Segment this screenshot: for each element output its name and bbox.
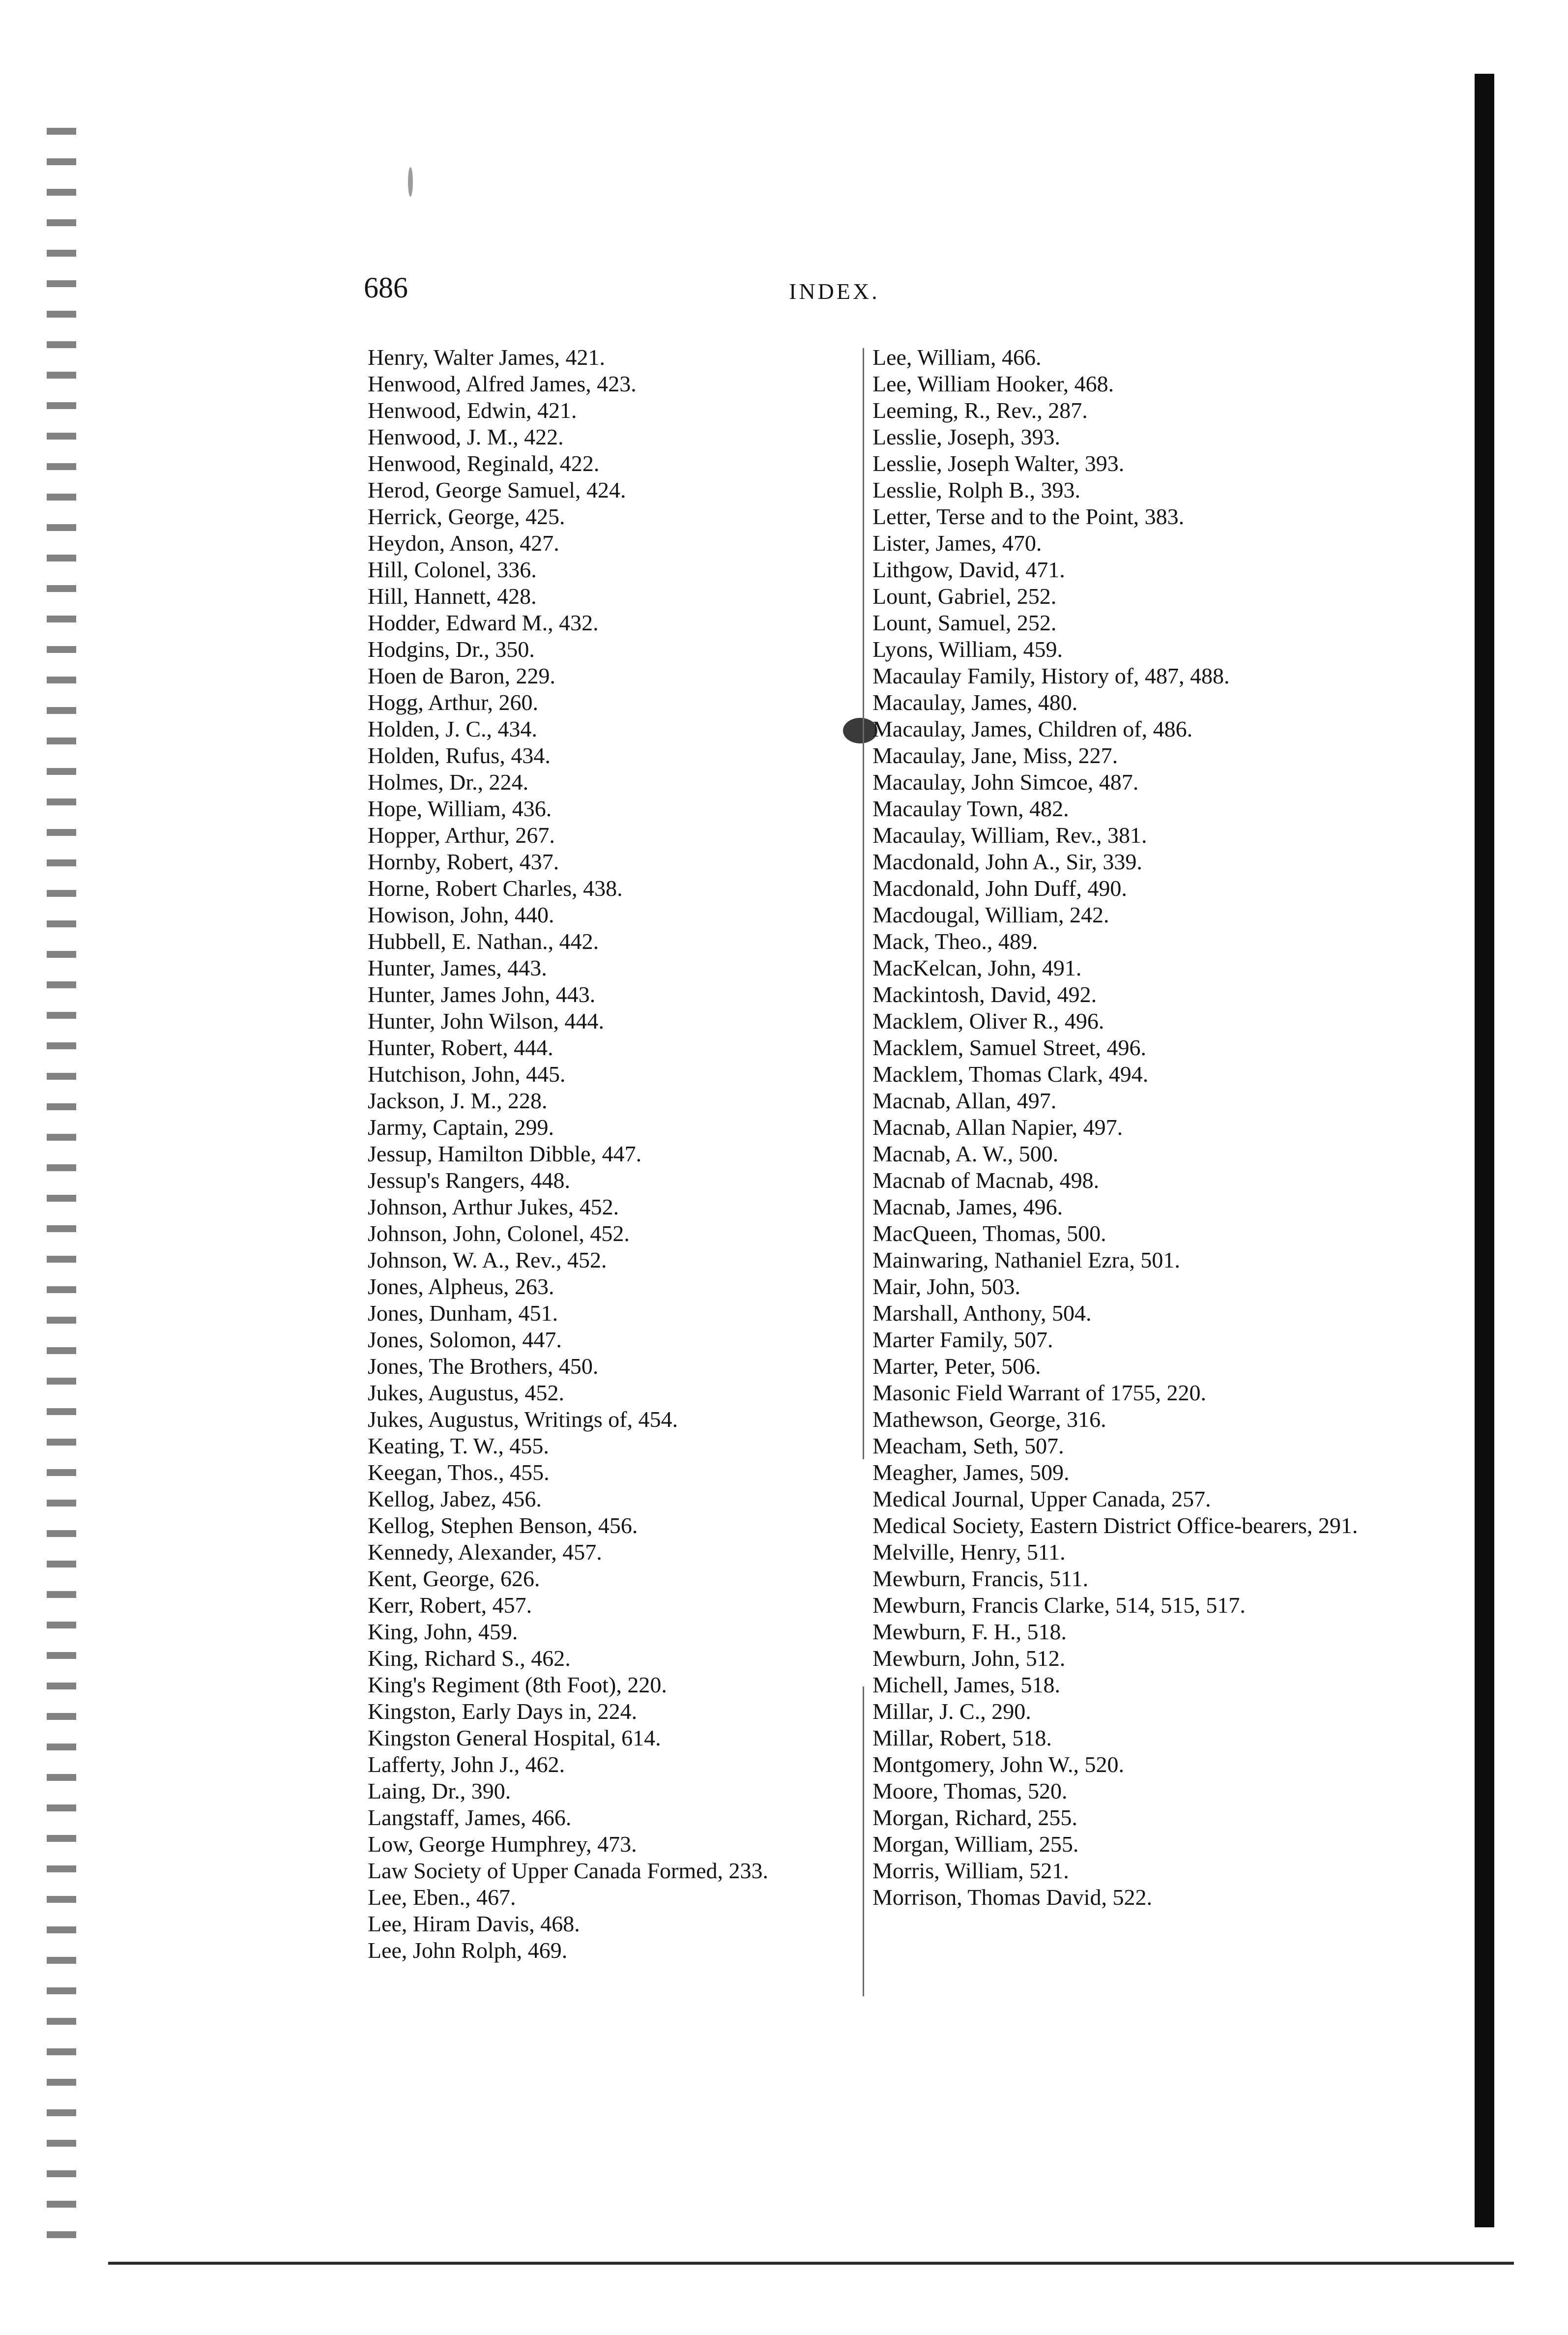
index-entry: Macklem, Thomas Clark, 494. xyxy=(872,1062,1149,1087)
index-entry: Mainwaring, Nathaniel Ezra, 501. xyxy=(872,1247,1180,1272)
scan-margin-noise xyxy=(47,128,76,2252)
index-entry: Millar, Robert, 518. xyxy=(872,1725,1052,1750)
index-entry: Kent, George, 626. xyxy=(368,1566,540,1591)
page-number: 686 xyxy=(364,271,408,304)
index-entry: Hubbell, E. Nathan., 442. xyxy=(368,929,599,954)
index-entry: Jukes, Augustus, 452. xyxy=(368,1380,564,1405)
index-entry: Mair, John, 503. xyxy=(872,1274,1020,1299)
index-entry: Herod, George Samuel, 424. xyxy=(368,477,626,502)
index-entry: Macdonald, John Duff, 490. xyxy=(872,876,1127,901)
index-entry: Herrick, George, 425. xyxy=(368,504,565,529)
index-entry: Lee, William, 466. xyxy=(872,345,1042,370)
index-column-left xyxy=(368,344,864,1964)
index-entry: Hornby, Robert, 437. xyxy=(368,849,559,874)
index-entry: Hope, William, 436. xyxy=(368,796,552,821)
index-entry: Hill, Colonel, 336. xyxy=(368,557,537,582)
index-entry: Macaulay Town, 482. xyxy=(872,796,1069,821)
index-entry: Keegan, Thos., 455. xyxy=(368,1460,550,1485)
index-entry: Mackintosh, David, 492. xyxy=(872,982,1097,1007)
index-entry: Mewburn, Francis Clarke, 514, 515, 517. xyxy=(872,1593,1246,1618)
index-entry: Lithgow, David, 471. xyxy=(872,557,1065,582)
index-entry: Keating, T. W., 455. xyxy=(368,1433,549,1458)
index-entry: Hunter, James, 443. xyxy=(368,955,547,980)
index-entry: Johnson, W. A., Rev., 452. xyxy=(368,1247,607,1272)
index-entry: Macklem, Oliver R., 496. xyxy=(872,1008,1104,1034)
index-entry: Kennedy, Alexander, 457. xyxy=(368,1539,602,1565)
index-entry: Morgan, Richard, 255. xyxy=(872,1805,1077,1830)
index-entry: Macaulay, William, Rev., 381. xyxy=(872,823,1147,848)
index-entry: Johnson, John, Colonel, 452. xyxy=(368,1221,630,1246)
index-entry: Lesslie, Rolph B., 393. xyxy=(872,477,1080,502)
index-entry: Kingston, Early Days in, 224. xyxy=(368,1699,638,1724)
index-entry: Melville, Henry, 511. xyxy=(872,1539,1066,1565)
index-entry: Montgomery, John W., 520. xyxy=(872,1752,1124,1777)
index-entry: Hopper, Arthur, 267. xyxy=(368,823,555,848)
index-entry: Lyons, William, 459. xyxy=(872,637,1063,662)
index-entry: Jones, Alpheus, 263. xyxy=(368,1274,554,1299)
index-entry: Lee, Eben., 467. xyxy=(368,1885,516,1910)
index-column-right xyxy=(872,344,1374,1911)
index-entry: Jones, Solomon, 447. xyxy=(368,1327,562,1352)
index-entry: Laing, Dr., 390. xyxy=(368,1778,511,1803)
index-entry: Henwood, J. M., 422. xyxy=(368,424,564,449)
index-entry: King, John, 459. xyxy=(368,1619,518,1644)
index-entry: Macnab of Macnab, 498. xyxy=(872,1168,1100,1193)
index-entry: Medical Society, Eastern District Office-bearers, 291. xyxy=(872,1513,1358,1538)
scan-edge-shadow-bottom xyxy=(108,2262,1514,2265)
index-entry: Lount, Samuel, 252. xyxy=(872,610,1057,635)
index-entry: Hunter, Robert, 444. xyxy=(368,1035,553,1060)
index-entry: Hoen de Baron, 229. xyxy=(368,663,555,688)
index-entry: Lee, John Rolph, 469. xyxy=(368,1938,568,1963)
index-entry: Millar, J. C., 290. xyxy=(872,1699,1031,1724)
index-entry: Morgan, William, 255. xyxy=(872,1832,1079,1857)
index-entry: Macaulay Family, History of, 487, 488. xyxy=(872,663,1230,688)
index-entry: Hutchison, John, 445. xyxy=(368,1062,566,1087)
index-entry: Law Society of Upper Canada Formed, 233. xyxy=(368,1858,769,1883)
index-entry: Masonic Field Warrant of 1755, 220. xyxy=(872,1380,1206,1405)
index-entry: Leeming, R., Rev., 287. xyxy=(872,398,1088,423)
index-entry: Macaulay, Jane, Miss, 227. xyxy=(872,743,1118,768)
index-entry: Johnson, Arthur Jukes, 452. xyxy=(368,1194,619,1219)
index-entry: Low, George Humphrey, 473. xyxy=(368,1832,637,1857)
index-entry: Lister, James, 470. xyxy=(872,531,1042,556)
index-entry: Macklem, Samuel Street, 496. xyxy=(872,1035,1146,1060)
index-entry: Heydon, Anson, 427. xyxy=(368,531,559,556)
index-entry: MacQueen, Thomas, 500. xyxy=(872,1221,1106,1246)
index-entry: Jones, Dunham, 451. xyxy=(368,1301,558,1326)
index-entry: Kingston General Hospital, 614. xyxy=(368,1725,661,1750)
index-entry: Mewburn, F. H., 518. xyxy=(872,1619,1067,1644)
index-entry: Jackson, J. M., 228. xyxy=(368,1088,548,1113)
index-entry: Macdonald, John A., Sir, 339. xyxy=(872,849,1142,874)
scan-edge-shadow-right xyxy=(1475,74,1494,2227)
index-entry: Lee, Hiram Davis, 468. xyxy=(368,1911,580,1936)
index-entry: Henry, Walter James, 421. xyxy=(368,345,605,370)
index-entry: Howison, John, 440. xyxy=(368,902,554,927)
index-entry: Holden, J. C., 434. xyxy=(368,716,537,741)
index-entry: Moore, Thomas, 520. xyxy=(872,1778,1068,1803)
index-entry: Meagher, James, 509. xyxy=(872,1460,1070,1485)
running-head: INDEX. xyxy=(789,279,880,304)
index-entry: Macdougal, William, 242. xyxy=(872,902,1109,927)
index-entry: Holden, Rufus, 434. xyxy=(368,743,551,768)
index-entry: Mewburn, Francis, 511. xyxy=(872,1566,1089,1591)
index-entry: Macaulay, John Simcoe, 487. xyxy=(872,769,1139,795)
index-entry: Kerr, Robert, 457. xyxy=(368,1593,532,1618)
index-entry: Macnab, Allan Napier, 497. xyxy=(872,1115,1123,1140)
index-entry: Jukes, Augustus, Writings of, 454. xyxy=(368,1407,678,1432)
index-entry: Medical Journal, Upper Canada, 257. xyxy=(872,1486,1211,1511)
index-entry: Kellog, Jabez, 456. xyxy=(368,1486,542,1511)
index-entry: Jessup's Rangers, 448. xyxy=(368,1168,571,1193)
index-entry: Langstaff, James, 466. xyxy=(368,1805,572,1830)
index-entry: Hill, Hannett, 428. xyxy=(368,584,537,609)
index-entry: Lesslie, Joseph Walter, 393. xyxy=(872,451,1125,476)
index-entry: Holmes, Dr., 224. xyxy=(368,769,529,795)
index-entry: Horne, Robert Charles, 438. xyxy=(368,876,623,901)
index-entry: Macnab, A. W., 500. xyxy=(872,1141,1059,1166)
index-entry: Henwood, Reginald, 422. xyxy=(368,451,600,476)
index-entry: Henwood, Alfred James, 423. xyxy=(368,371,637,396)
index-entry: Macaulay, James, Children of, 486. xyxy=(872,716,1193,741)
index-entry: Marter, Peter, 506. xyxy=(872,1354,1041,1379)
index-entry: Hodder, Edward M., 432. xyxy=(368,610,599,635)
index-entry: Jones, The Brothers, 450. xyxy=(368,1354,599,1379)
index-entry: Mathewson, George, 316. xyxy=(872,1407,1106,1432)
index-entry: King's Regiment (8th Foot), 220. xyxy=(368,1672,667,1697)
index-entry: Jessup, Hamilton Dibble, 447. xyxy=(368,1141,642,1166)
index-entry: Jarmy, Captain, 299. xyxy=(368,1115,554,1140)
index-entry: Mewburn, John, 512. xyxy=(872,1646,1066,1671)
index-entry: Hunter, John Wilson, 444. xyxy=(368,1008,605,1034)
page-header xyxy=(0,0,1568,325)
index-entry: Morris, William, 521. xyxy=(872,1858,1069,1883)
index-entry: Kellog, Stephen Benson, 456. xyxy=(368,1513,638,1538)
index-entry: Hogg, Arthur, 260. xyxy=(368,690,538,715)
index-entry: Mack, Theo., 489. xyxy=(872,929,1038,954)
index-entry: Marter Family, 507. xyxy=(872,1327,1053,1352)
index-entry: Meacham, Seth, 507. xyxy=(872,1433,1064,1458)
index-entry: Henwood, Edwin, 421. xyxy=(368,398,577,423)
index-entry: MacKelcan, John, 491. xyxy=(872,955,1082,980)
index-entry: Hunter, James John, 443. xyxy=(368,982,596,1007)
index-entry: Lafferty, John J., 462. xyxy=(368,1752,565,1777)
index-entry: Morrison, Thomas David, 522. xyxy=(872,1885,1153,1910)
index-entry: Macaulay, James, 480. xyxy=(872,690,1078,715)
index-entry: Marshall, Anthony, 504. xyxy=(872,1301,1092,1326)
index-entry: Letter, Terse and to the Point, 383. xyxy=(872,504,1185,529)
index-entry: Macnab, Allan, 497. xyxy=(872,1088,1057,1113)
index-entry: Lount, Gabriel, 252. xyxy=(872,584,1057,609)
index-entry: Hodgins, Dr., 350. xyxy=(368,637,535,662)
index-entry: Lee, William Hooker, 468. xyxy=(872,371,1114,396)
index-entry: Lesslie, Joseph, 393. xyxy=(872,424,1061,449)
index-entry: Michell, James, 518. xyxy=(872,1672,1060,1697)
index-entry: King, Richard S., 462. xyxy=(368,1646,571,1671)
index-entry: Macnab, James, 496. xyxy=(872,1194,1063,1219)
